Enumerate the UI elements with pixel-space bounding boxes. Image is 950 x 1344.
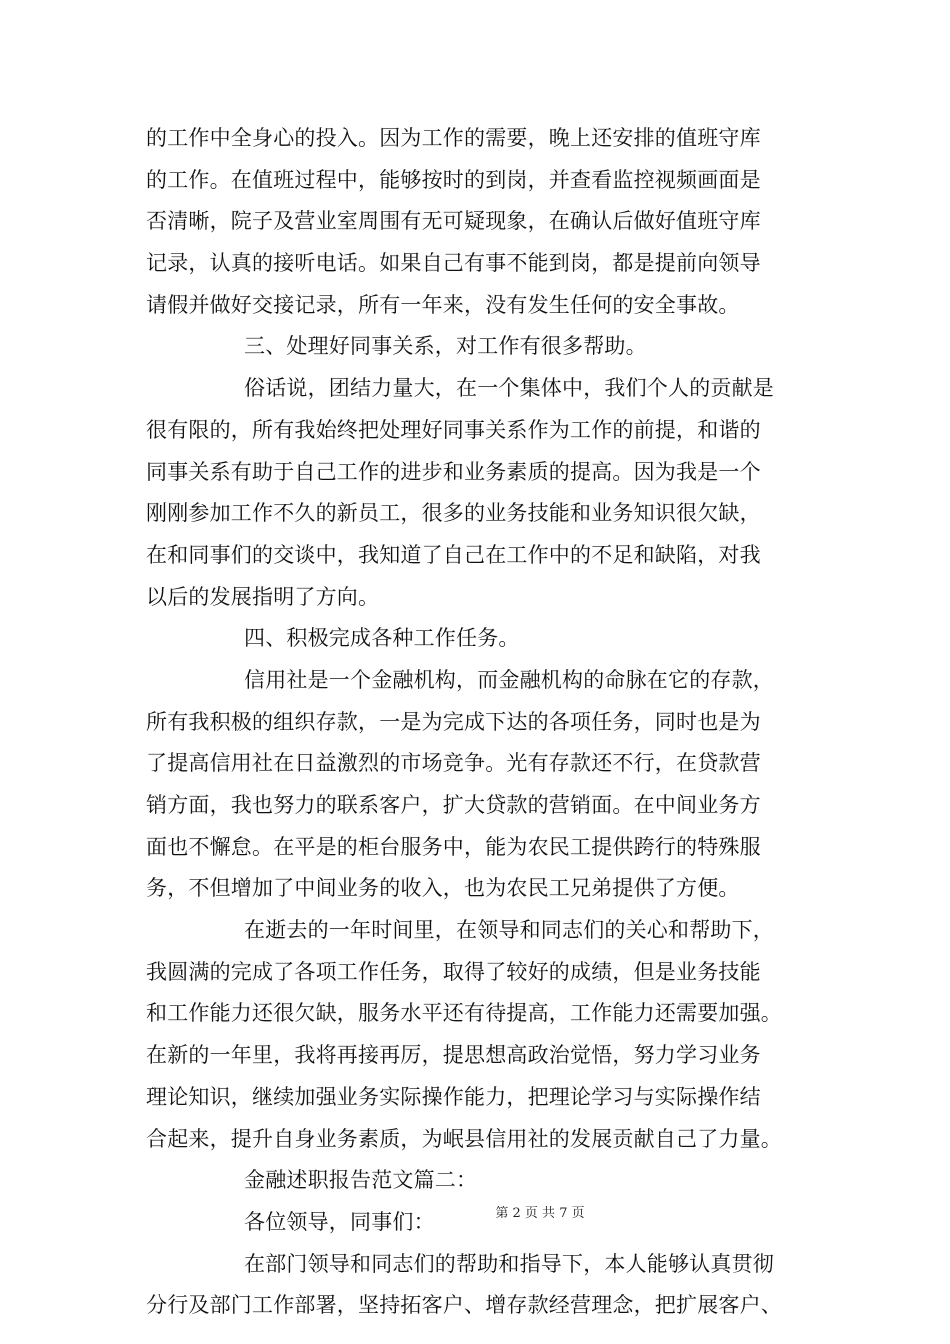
paragraph-line-indented: 在部门领导和同志们的帮助和指导下，本人能够认真贯彻 bbox=[244, 1251, 774, 1276]
paragraph-line: 在新的一年里，我将再接再厉，提思想高政治觉悟，努力学习业务 bbox=[146, 1043, 761, 1068]
page-footer: 第 2 页 共 7 页 bbox=[495, 1206, 585, 1221]
paragraph-line: 分行及部门工作部署，坚持拓客户、增存款经营理念，把扩展客户、 bbox=[146, 1293, 782, 1318]
paragraph-line: 了提高信用社在日益激烈的市场竞争。光有存款还不行，在贷款营 bbox=[146, 751, 761, 776]
paragraph-line-indented: 信用社是一个金融机构，而金融机构的命脉在它的存款， bbox=[244, 667, 774, 692]
paragraph-line-indented: 俗话说，团结力量大，在一个集体中，我们个人的贡献是 bbox=[244, 376, 774, 401]
paragraph-line: 记录，认真的接听电话。如果自己有事不能到岗，都是提前向领导 bbox=[146, 251, 761, 276]
paragraph-line: 销方面，我也努力的联系客户，扩大贷款的营销面。在中间业务方 bbox=[146, 793, 761, 817]
paragraph-line: 以后的发展指明了方向。 bbox=[146, 584, 380, 609]
paragraph-line: 在和同事们的交谈中，我知道了自己在工作中的不足和缺陷，对我 bbox=[146, 542, 761, 567]
paragraph-line: 我圆满的完成了各项工作任务，取得了较好的成绩，但是业务技能 bbox=[146, 959, 761, 984]
paragraph-line: 请假并做好交接记录，所有一年来，没有发生任何的安全事故。 bbox=[146, 292, 740, 317]
paragraph-line: 合起来，提升自身业务素质，为岷县信用社的发展贡献自己了力量。 bbox=[146, 1126, 782, 1151]
paragraph-line: 面也不懈怠。在平是的柜台服务中，能为农民工提供跨行的特殊服 bbox=[146, 834, 761, 859]
paragraph-line: 很有限的，所有我始终把处理好同事关系作为工作的前提，和谐的 bbox=[146, 417, 761, 442]
body-text bbox=[146, 118, 818, 1327]
paragraph-line: 的工作中全身心的投入。因为工作的需要，晚上还安排的值班守库 bbox=[146, 126, 761, 150]
paragraph-line-indented: 金融述职报告范文篇二： bbox=[244, 1168, 478, 1193]
paragraph-line-indented: 四、积极完成各种工作任务。 bbox=[244, 626, 520, 651]
paragraph-line-indented: 三、处理好同事关系，对工作有很多帮助。 bbox=[244, 334, 647, 359]
paragraph-line: 务，不但增加了中间业务的收入，也为农民工兄弟提供了方便。 bbox=[146, 876, 740, 901]
paragraph-line: 和工作能力还很欠缺，服务水平还有待提高，工作能力还需要加强。 bbox=[146, 1001, 782, 1026]
paragraph-line-indented: 各位领导，同事们： bbox=[244, 1209, 435, 1234]
paragraph-line: 所有我积极的组织存款，一是为完成下达的各项任务，同时也是为 bbox=[146, 709, 761, 734]
paragraph-line-indented: 在逝去的一年时间里，在领导和同志们的关心和帮助下， bbox=[244, 918, 774, 943]
paragraph-line: 的工作。在值班过程中，能够按时的到岗，并查看监控视频画面是 bbox=[146, 167, 761, 192]
paragraph-line: 否清晰，院子及营业室周围有无可疑现象，在确认后做好值班守库 bbox=[146, 209, 761, 234]
paragraph-line: 刚刚参加工作不久的新员工，很多的业务技能和业务知识很欠缺， bbox=[146, 501, 761, 526]
paragraph-line: 理论知识，继续加强业务实际操作能力，把理论学习与实际操作结 bbox=[146, 1084, 761, 1109]
paragraph-line: 同事关系有助于自己工作的进步和业务素质的提高。因为我是一个 bbox=[146, 459, 761, 484]
